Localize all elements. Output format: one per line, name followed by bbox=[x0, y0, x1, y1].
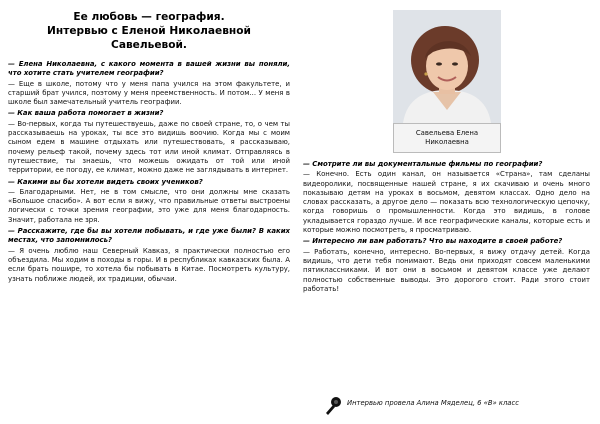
answer-5: — Конечно. Есть один канал, он называется «Страна», там сделаны видеоролики, посвященные нашей стране, я их скачиваю и очень много показываю детям на уроках в восьмом, девятом классах. Одно дело на словах рассказать, а другое дело — показать всю технологическую цепочку, когда говоришь о промышленности. Когда это видишь, в голове укладывается гораздо лучше. И все географические каналы, которые есть и которые можно посмотреть, я просматриваю. bbox=[303, 170, 590, 235]
interview-credit: Интервью провела Алина Мяделец, 6 «В» класс bbox=[347, 399, 519, 407]
answer-4: — Я очень люблю наш Северный Кавказ, я практически полностью его объездила. Мы ходим в походы в горы. И в республиках кавказских была. А если брать пошире, то хотела бы побывать в Китае. Посмотреть культуру, узнать поближе людей, их традиции, обычаи. bbox=[8, 246, 290, 283]
answer-3: — Благодарными. Нет, не в том смысле, что они должны мне сказать «Большое спасибо». А вот если я вижу, что правильные ответы выстроены логически с точки зрения географии, это уже для меня благодарность. Значит, работала не зря. bbox=[8, 187, 290, 224]
caption-line-2: Николаевна bbox=[425, 138, 469, 146]
question-5: — Смотрите ли вы документальные фильмы по географии? bbox=[303, 160, 543, 168]
question-6: — Интересно ли вам работать? Что вы находите в своей работе? bbox=[303, 237, 563, 246]
title-line-2: Интервью с Еленой Николаевной bbox=[47, 25, 251, 37]
right-text-block bbox=[303, 160, 590, 296]
question-3: — Какими вы бы хотели видеть своих учеников? bbox=[8, 177, 203, 186]
answer-1: — Еще в школе, потому что у меня папа учился на этом факультете, и старший брат учился, поэтому у меня преемственность. И потом... У меня в школе был замечательный учитель географии. bbox=[8, 79, 290, 107]
question-2: — Как ваша работа помогает в жизни? bbox=[8, 109, 164, 118]
question-4: — Расскажите, где бы вы хотели побывать, и где уже были? В каких местах, что запомнилось? bbox=[8, 227, 290, 245]
caption-line-1: Савельева Елена bbox=[415, 129, 479, 137]
photo-block bbox=[393, 10, 501, 153]
question-1: — Елена Николаевна, с какого момента в вашей жизни вы поняли, что хотите стать учителем географии? bbox=[8, 60, 290, 78]
portrait-illustration bbox=[393, 10, 501, 123]
title-line-3: Савельевой. bbox=[111, 39, 187, 51]
photo-caption bbox=[393, 123, 501, 153]
title-line-1: Ее любовь — география. bbox=[73, 11, 225, 23]
footer bbox=[303, 396, 590, 418]
answer-6: — Работать, конечно, интересно. Во-первых, я вижу отдачу детей. Когда видишь, что дети тебя понимают. Ведь они приходят совсем маленькими пятиклассниками. И вот они в восьмом и девятом классе уже делают полностью собственные выводы. Это дорогого стоит. Ради этого стоит работать! bbox=[303, 247, 590, 293]
left-column bbox=[8, 10, 290, 286]
article-title bbox=[8, 10, 290, 52]
microphone-icon bbox=[323, 396, 343, 416]
portrait-photo bbox=[393, 10, 501, 123]
answer-2: — Во-первых, когда ты путешествуешь, даже по своей стране, то, о чем ты рассказываешь на уроках, ты все это видишь воочию. Когда мы с моим сыном едем в машине отдыхать или путешествовать, я рассказываю, почему рельеф такой, почему здесь тот или иной климат. Отправляясь в путешествие, ты знаешь, что можешь ожидать от той или иной территории, ее погоду, ее климат, можно даже не заглядывать в интернет. bbox=[8, 119, 290, 175]
